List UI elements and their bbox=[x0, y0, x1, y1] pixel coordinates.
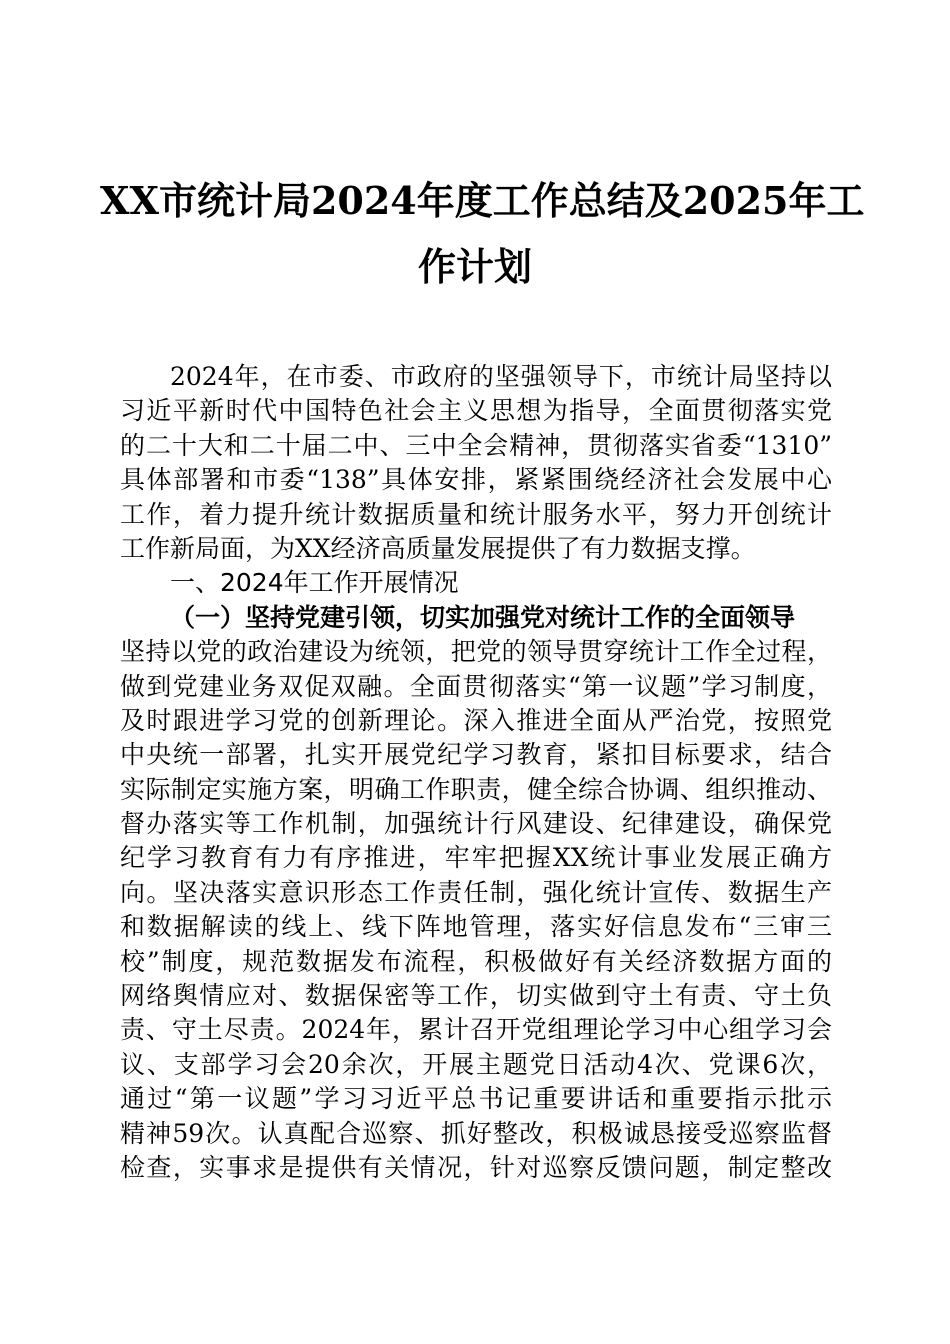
paragraph2-line: 做到党建业务双促双融。全面贯彻落实“第一议题”学习制度， bbox=[120, 671, 832, 701]
document-title-line2: 作计划 bbox=[417, 244, 532, 289]
paragraph2-line: 议、支部学习会20余次，开展主题党日活动4次、党课6次， bbox=[120, 1049, 832, 1079]
paragraph2-line: 校”制度，规范数据发布流程，积极做好有关经济数据方面的 bbox=[120, 946, 832, 976]
paragraph2-line: 检查，实事求是提供有关情况，针对巡察反馈问题，制定整改 bbox=[120, 1152, 832, 1182]
paragraph2-line: 责、守土尽责。2024年，累计召开党组理论学习中心组学习会 bbox=[120, 1015, 832, 1045]
paragraph2-line: 实际制定实施方案，明确工作职责，健全综合协调、组织推动、 bbox=[120, 774, 832, 804]
paragraph1-line: 工作新局面，为XX经济高质量发展提供了有力数据支撑。 bbox=[120, 533, 756, 563]
paragraph2-line: 通过“第一议题”学习习近平总书记重要讲话和重要指示批示 bbox=[120, 1084, 832, 1114]
paragraph2-line: 网络舆情应对、数据保密等工作，切实做到守土有责、守土负 bbox=[120, 981, 832, 1011]
paragraph1-line: 习近平新时代中国特色社会主义思想为指导，全面贯彻落实党 bbox=[120, 396, 832, 426]
paragraph2-line: 精神59次。认真配合巡察、抓好整改，积极诚恳接受巡察监督 bbox=[120, 1118, 832, 1148]
paragraph1-line: 的二十大和二十届二中、三中全会精神，贯彻落实省委“1310” bbox=[120, 430, 832, 460]
paragraph2-line: 向。坚决落实意识形态工作责任制，强化统计宣传、数据生产 bbox=[120, 877, 832, 907]
paragraph2-line: 及时跟进学习党的创新理论。深入推进全面从严治党，按照党 bbox=[120, 705, 832, 735]
subsection-heading: （一）坚持党建引领，切实加强党对统计工作的全面领导 bbox=[170, 602, 796, 632]
paragraph2-line: 中央统一部署，扎实开展党纪学习教育，紧扣目标要求，结合 bbox=[120, 740, 832, 770]
paragraph2-line: 督办落实等工作机制，加强统计行风建设、纪律建设，确保党 bbox=[120, 809, 832, 839]
paragraph1-line: 具体部署和市委“138”具体安排，紧紧围绕经济社会发展中心 bbox=[120, 465, 832, 495]
section-heading: 一、2024年工作开展情况 bbox=[170, 568, 459, 598]
paragraph1-line: 2024年，在市委、市政府的坚强领导下，市统计局坚持以 bbox=[170, 362, 832, 391]
paragraph2-line: 和数据解读的线上、线下阵地管理，落实好信息发布“三审三 bbox=[120, 912, 832, 942]
document-body bbox=[120, 360, 832, 1185]
paragraph1-line: 工作，着力提升统计数据质量和统计服务水平，努力开创统计 bbox=[120, 499, 832, 529]
paragraph2-line: 纪学习教育有力有序推进，牢牢把握XX统计事业发展正确方 bbox=[120, 843, 832, 873]
paragraph2-line: 坚持以党的政治建设为统领，把党的领导贯穿统计工作全过程， bbox=[120, 637, 832, 667]
document-title-line1: XX市统计局2024年度工作总结及2025年工 bbox=[100, 178, 865, 223]
